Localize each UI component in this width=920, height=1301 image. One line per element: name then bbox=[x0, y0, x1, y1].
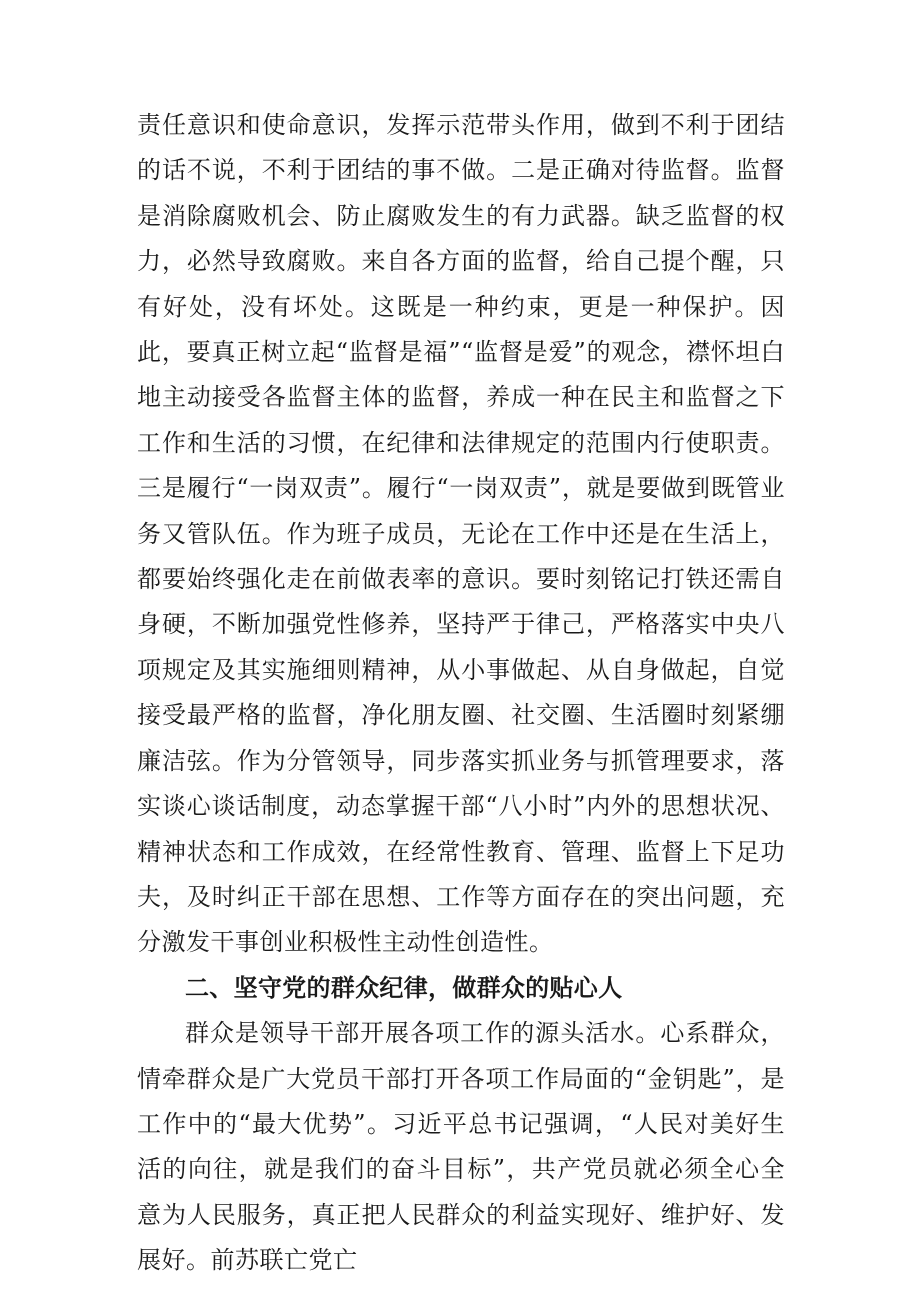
document-body bbox=[137, 103, 785, 1284]
body-paragraph-next: 群众是领导干部开展各项工作的源头活水。心系群众，情牵群众是广大党员干部打开各项工作局面的“金钥匙”，是工作中的“最大优势”。习近平总书记强调，“人民对美好生活的向往，就是我们的奋斗目标”，共产党员就必须全心全意为人民服务，真正把人民群众的利益实现好、维护好、发展好。前苏联亡党亡 bbox=[137, 1019, 785, 1275]
section-heading: 二、坚守党的群众纪律，做群众的贴心人 bbox=[185, 973, 623, 1002]
body-paragraph-continued: 责任意识和使命意识，发挥示范带头作用，做到不利于团结的话不说，不利于团结的事不做。二是正确对待监督。监督是消除腐败机会、防止腐败发生的有力武器。缺乏监督的权力，必然导致腐败。来自各方面的监督，给自己提个醒，只有好处，没有坏处。这既是一种约束，更是一种保护。因此，要真正树立起“监督是福”“监督是爱”的观念，襟怀坦白地主动接受各监督主体的监督，养成一种在民主和监督之下工作和生活的习惯，在纪律和法律规定的范围内行使职责。三是履行“一岗双责”。履行“一岗双责”，就是要做到既管业务又管队伍。作为班子成员，无论在工作中还是在生活上，都要始终强化走在前做表率的意识。要时刻铭记打铁还需自身硬，不断加强党性修养，坚持严于律己，严格落实中央八项规定及其实施细则精神，从小事做起、从自身做起，自觉接受最严格的监督，净化朋友圈、社交圈、生活圈时刻紧绷廉洁弦。作为分管领导，同步落实抓业务与抓管理要求，落实谈心谈话制度，动态掌握干部“八小时”内外的思想状况、精神状态和工作成效，在经常性教育、管理、监督上下足功夫，及时纠正干部在思想、工作等方面存在的突出问题，充分激发干事创业积极性主动性创造性。 bbox=[137, 111, 785, 957]
